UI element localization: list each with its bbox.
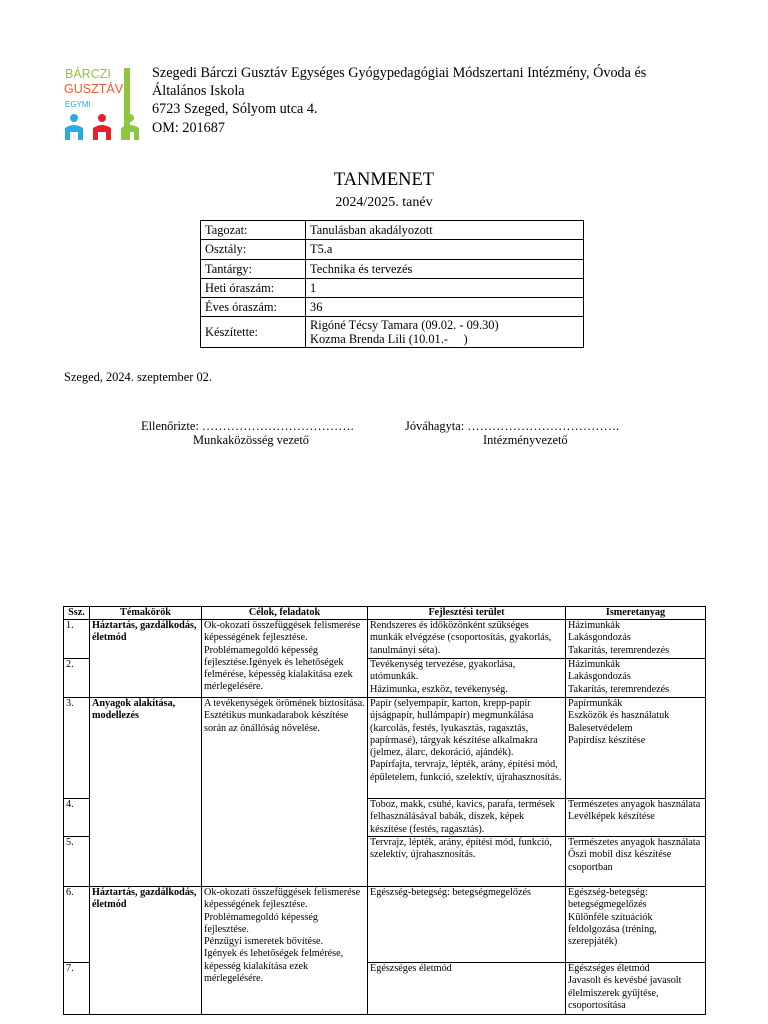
knowledge-cell: Természetes anyagok használata Őszi mobil dísz készítése csoportban — [566, 837, 706, 887]
goals-cell: Ok-okozati összefüggések felismerése képességének fejlesztése. Problémamegoldó képesség fejlesztése.Igények és lehetőségek felmérése, képesség kialakítása ezek mérlegelésére. — [202, 620, 368, 698]
development-area-cell: Egészség-betegség: betegségmegelőzés — [368, 887, 566, 963]
approved-by-line: Jóváhagyta: ………………………………. — [405, 419, 620, 433]
info-label: Heti óraszám: — [201, 278, 306, 297]
goals-cell: A tevékenységek örömének biztosítása. Esztétikus munkadarabok készítése során az önállóság növelése. — [202, 698, 368, 887]
table-row — [64, 887, 706, 963]
place-date: Szeged, 2024. szeptember 02. — [64, 370, 212, 384]
info-row — [201, 298, 584, 317]
info-value-authors — [306, 317, 584, 348]
development-area-cell: Toboz, makk, csuhé, kavics, parafa, termések felhasználásával babák, díszek, képek készítése (festés, ragasztás). — [368, 799, 566, 837]
checked-by-role: Munkaközösség vezető — [193, 433, 309, 447]
info-row — [201, 278, 584, 297]
knowledge-cell: Házimunkák Lakásgondozás Takarítás, teremrendezés — [566, 659, 706, 698]
info-label: Tantárgy: — [201, 259, 306, 278]
institution-address: 6723 Szeged, Sólyom utca 4. — [152, 101, 318, 118]
header-topics: Témakörök — [90, 607, 202, 620]
row-number: 4. — [64, 799, 90, 837]
header-development-area: Fejlesztési terület — [368, 607, 566, 620]
institution-header — [152, 64, 712, 137]
author-1: Rigóné Técsy Tamara (09.02. - 09.30) — [310, 318, 499, 333]
logo-graphic — [64, 66, 148, 140]
development-area-cell: Rendszeres és időközönként szükséges munkák elvégzése (csoportosítás, gyakorlás, tanulmányi séta). — [368, 620, 566, 659]
topic-cell: Háztartás, gazdálkodás, életmód — [90, 887, 202, 1015]
goals-cell: Ok-okozati összefüggések felismerése képességének fejlesztése. Problémamegoldó képesség fejlesztése. Pénzügyi ismeretek bővítése. Igények és lehetőségek felmérése, képesség kialakítása ezek mérlegelésére. — [202, 887, 368, 1015]
curriculum-table — [63, 606, 706, 1015]
topic-cell: Anyagok alakítása, modellezés — [90, 698, 202, 887]
logo-text-line3: EGYMI — [65, 100, 91, 109]
table-row — [64, 698, 706, 799]
info-table — [200, 220, 584, 348]
info-label: Készítette: — [201, 317, 306, 348]
author-2: Kozma Brenda Lili (10.01.- ) — [310, 332, 468, 347]
development-area-cell: Egészséges életmód — [368, 963, 566, 1015]
info-value: Technika és tervezés — [306, 259, 584, 278]
knowledge-cell: Egészséges életmód Javasolt és kevésbé javasolt élelmiszerek gyűjtése, csoportosítása — [566, 963, 706, 1015]
development-area-cell: Tevékenység tervezése, gyakorlása, utómunkák. Házimunka, eszköz, tevékenység. — [368, 659, 566, 698]
info-row — [201, 240, 584, 259]
institution-name-line1: Szegedi Bárczi Gusztáv Egységes Gyógypedagógiai Módszertani Intézmény, Óvoda és — [152, 65, 647, 81]
row-number: 6. — [64, 887, 90, 963]
info-label: Tagozat: — [201, 221, 306, 240]
info-label: Osztály: — [201, 240, 306, 259]
header-no: Ssz. — [64, 607, 90, 620]
table-row — [64, 620, 706, 659]
info-value: 36 — [306, 298, 584, 317]
knowledge-cell: Egészség-betegség: betegségmegelőzés Különféle szituációk feldolgozása (tréning, szerepjáték) — [566, 887, 706, 963]
school-year: 2024/2025. tanév — [335, 195, 433, 210]
header-knowledge: Ismeretanyag — [566, 607, 706, 620]
logo-text-line1: BÁRCZI — [65, 67, 111, 81]
document-title: TANMENET — [333, 170, 435, 190]
row-number: 2. — [64, 659, 90, 698]
knowledge-cell: Papírmunkák Eszközök és használatuk Balesetvédelem Papírdísz készítése — [566, 698, 706, 799]
knowledge-cell: Házimunkák Lakásgondozás Takarítás, teremrendezés — [566, 620, 706, 659]
info-value: 1 — [306, 278, 584, 297]
development-area-cell: Tervrajz, lépték, arány, építési mód, funkció, szelektív, újrahasznosítás. — [368, 837, 566, 887]
knowledge-cell: Természetes anyagok használata Levélképek készítése — [566, 799, 706, 837]
header-goals: Célok, feladatok — [202, 607, 368, 620]
info-row — [201, 259, 584, 278]
info-value: T5.a — [306, 240, 584, 259]
info-row-author — [201, 317, 584, 348]
row-number: 1. — [64, 620, 90, 659]
institution-logo — [64, 66, 148, 140]
logo-text-line2: GUSZTÁV — [64, 82, 124, 96]
row-number: 5. — [64, 837, 90, 887]
info-row — [201, 221, 584, 240]
info-label: Éves óraszám: — [201, 298, 306, 317]
row-number: 7. — [64, 963, 90, 1015]
development-area-cell: Papír (selyempapír, karton, krepp-papír újságpapír, hullámpapír) megmunkálása (karcolás, festés, lyukasztás, ragasztás, papírmasé), tárgyak készítése alkalmakra (jelmez, álarc, dekoráció, ajándék). Papírfajta, tervrajz, lépték, arány, építési mód, épületelem, funkció, szelektív, újrahasznosítás. — [368, 698, 566, 799]
approved-by-role: Intézményvezető — [483, 433, 568, 447]
institution-om: OM: 201687 — [152, 119, 225, 136]
institution-name-line2: Általános Iskola — [152, 83, 245, 100]
row-number: 3. — [64, 698, 90, 799]
checked-by-line: Ellenőrizte: ………………………………. — [141, 419, 354, 433]
info-value: Tanulásban akadályozott — [306, 221, 584, 240]
topic-cell: Háztartás, gazdálkodás, életmód — [90, 620, 202, 698]
table-header-row — [64, 607, 706, 620]
